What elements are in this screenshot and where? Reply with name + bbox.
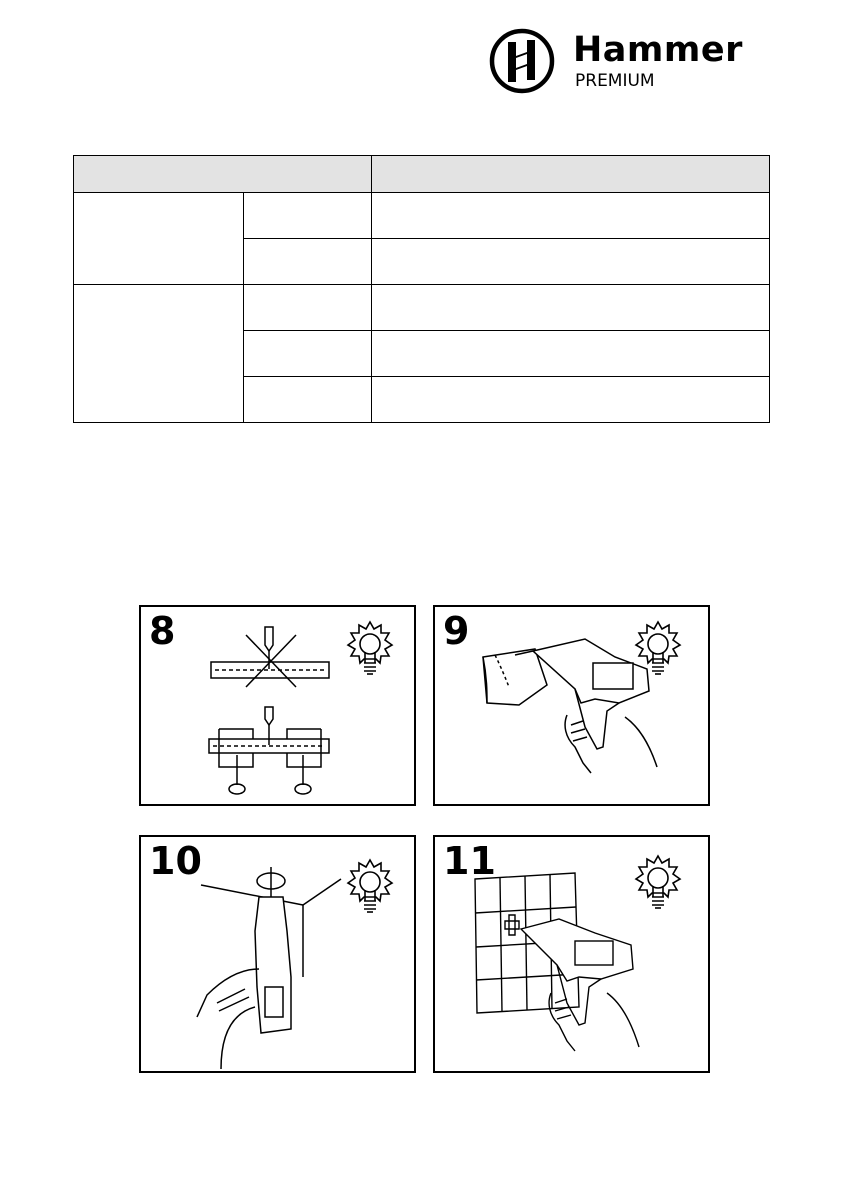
value-cell <box>372 193 770 239</box>
brand-name: Hammer <box>573 30 743 70</box>
tip-lightbulb-icon <box>346 619 394 679</box>
brand-logo <box>489 28 779 98</box>
spec-table <box>73 155 770 423</box>
table-header-row <box>74 156 770 193</box>
figure-10 <box>139 835 416 1073</box>
sub-label-cell <box>244 377 372 423</box>
sub-label-cell <box>244 331 372 377</box>
brand-tagline: PREMIUM <box>575 71 655 91</box>
figure-number: 8 <box>149 609 176 653</box>
figure-8 <box>139 605 416 806</box>
value-cell <box>372 377 770 423</box>
hammer-emblem-icon <box>489 28 555 94</box>
table-header-cell <box>372 156 770 193</box>
figure-11 <box>433 835 710 1073</box>
value-cell <box>372 285 770 331</box>
figure-number: 10 <box>149 839 202 883</box>
figure-number: 9 <box>443 609 470 653</box>
figure-9 <box>433 605 710 806</box>
group-label-cell <box>74 285 244 423</box>
value-cell <box>372 331 770 377</box>
group-label-cell <box>74 193 244 285</box>
table-row <box>74 285 770 331</box>
tip-lightbulb-icon <box>346 857 394 917</box>
sub-label-cell <box>244 239 372 285</box>
sub-label-cell <box>244 193 372 239</box>
tip-lightbulb-icon <box>634 853 682 913</box>
value-cell <box>372 239 770 285</box>
table-row <box>74 193 770 239</box>
tip-lightbulb-icon <box>634 619 682 679</box>
figure-number: 11 <box>443 839 496 883</box>
sub-label-cell <box>244 285 372 331</box>
table-header-cell <box>74 156 372 193</box>
